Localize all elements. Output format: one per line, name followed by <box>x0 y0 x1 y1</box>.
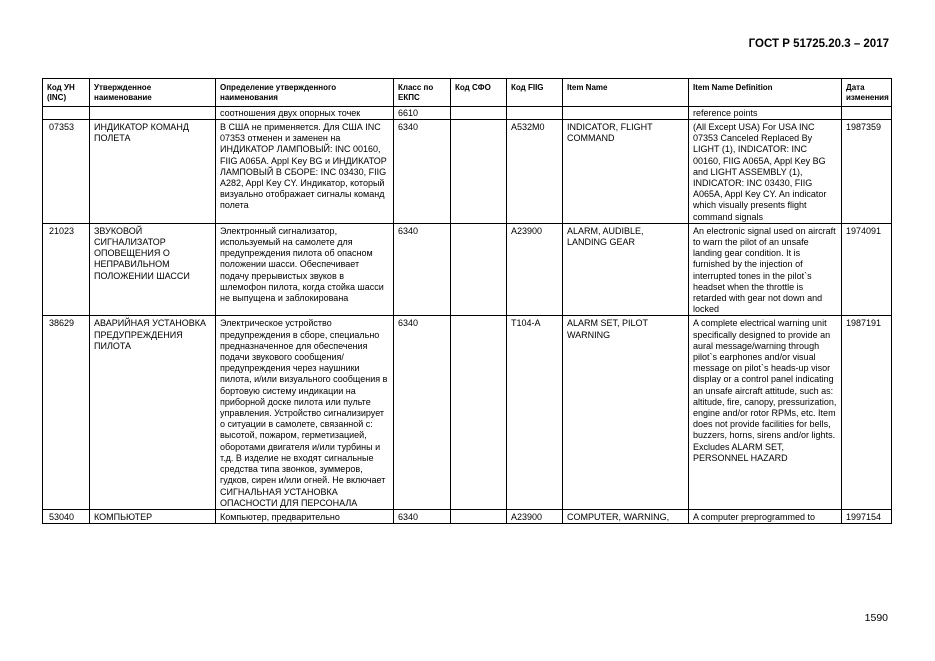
cell-inc <box>43 107 90 120</box>
cell-inc: 53040 <box>43 509 90 523</box>
cell-sfo <box>451 509 507 523</box>
cell-class: 6340 <box>394 509 451 523</box>
cell-class: 6340 <box>394 120 451 224</box>
cell-inc: 38629 <box>43 316 90 509</box>
cell-item-definition: (All Except USA) For USA INC 07353 Canceled Replaced By LIGHT (1), INDICATOR: INC 00160, FIIG A065A, Appl Key BG and LIGHT ASSEMBLY (1), INDICATOR: INC 03430, FIIG A065A, Appl Key CY. An indicator which visually presents flight command signals <box>689 120 842 224</box>
cell-definition: В США не применяется. Для США INC 07353 отменен и заменен на ИНДИКАТОР ЛАМПОВЫЙ: INC 00160, FIIG A065A. Appl Key BG и ИНДИКАТОР ЛАМПОВЫЙ В СБОРЕ: INC 03430, FIIG A282, Appl Key CY. Индикатор, который визуально отображает сигналы команд полета <box>216 120 394 224</box>
cell-sfo <box>451 107 507 120</box>
table-row <box>43 120 892 224</box>
col-header-inc: Код УН (INC) <box>43 79 90 107</box>
cell-fiig: A23900 <box>507 223 563 316</box>
cell-name: ИНДИКАТОР КОМАНД ПОЛЕТА <box>90 120 216 224</box>
cell-definition: соотношения двух опорных точек <box>216 107 394 120</box>
cell-fiig <box>507 107 563 120</box>
table-header-row <box>43 79 892 107</box>
col-header-fiig: Код FIIG <box>507 79 563 107</box>
cell-item-definition: A complete electrical warning unit specifically designed to provide an aural message/warning through pilot`s earphones and/or visual message on pilot`s heads-up visor display or a control panel indicating an unsafe aircraft attitude, such as: altitude, fire, canopy, pressurization, engine and/or rotor RPMs, etc. Item does not provide facilities for bells, buzzers, horns, sirens and/or lights. Excludes ALARM SET, PERSONNEL HAZARD <box>689 316 842 509</box>
classification-table <box>42 78 892 524</box>
cell-sfo <box>451 223 507 316</box>
cell-name: ЗВУКОВОЙ СИГНАЛИЗАТОР ОПОВЕЩЕНИЯ О НЕПРАВИЛЬНОМ ПОЛОЖЕНИИ ШАССИ <box>90 223 216 316</box>
table-row <box>43 107 892 120</box>
cell-definition: Компьютер, предварительно <box>216 509 394 523</box>
col-header-definition: Определение утвержденного наименования <box>216 79 394 107</box>
cell-class: 6610 <box>394 107 451 120</box>
col-header-class: Класс по ЕКПС <box>394 79 451 107</box>
cell-fiig: T104-A <box>507 316 563 509</box>
cell-fiig: A532M0 <box>507 120 563 224</box>
cell-date: 1987359 <box>842 120 892 224</box>
cell-definition: Электрическое устройство предупреждения в сборе, специально предназначенное для обеспечения подачи звукового сообщения/предупреждения через наушники пилота, и/или визуального сообщения в бортовую систему индикации на приборной доске пилота или пульте управления. Устройство сигнализирует о ситуации в самолете, связанной с: высотой, пожаром, герметизацией, оборотами двигателя и/или турбины и т.д. В изделие не входят сигнальные средства типа звонков, зуммеров, гудков, сирен и/или огней. Не включает СИГНАЛЬНАЯ УСТАНОВКА ОПАСНОСТИ ДЛЯ ПЕРСОНАЛА <box>216 316 394 509</box>
cell-item-definition: A computer preprogrammed to <box>689 509 842 523</box>
cell-item-definition: reference points <box>689 107 842 120</box>
cell-item-name: ALARM SET, PILOT WARNING <box>563 316 689 509</box>
cell-class: 6340 <box>394 223 451 316</box>
cell-date: 1974091 <box>842 223 892 316</box>
cell-item-name: ALARM, AUDIBLE, LANDING GEAR <box>563 223 689 316</box>
cell-name <box>90 107 216 120</box>
cell-item-name: INDICATOR, FLIGHT COMMAND <box>563 120 689 224</box>
table-row <box>43 223 892 316</box>
cell-fiig: A23900 <box>507 509 563 523</box>
cell-item-name: COMPUTER, WARNING, <box>563 509 689 523</box>
col-header-item-name: Item Name <box>563 79 689 107</box>
cell-inc: 21023 <box>43 223 90 316</box>
col-header-sfo: Код СФО <box>451 79 507 107</box>
table-row <box>43 509 892 523</box>
cell-definition: Электронный сигнализатор, используемый на самолете для предупреждения пилота об опасном положении шасси. Обеспечивает подачу прерывистых звуков в шлемофон пилота, когда стойка шасси не выпущена и заблокирована <box>216 223 394 316</box>
cell-item-name <box>563 107 689 120</box>
table-row <box>43 316 892 509</box>
cell-name: КОМПЬЮТЕР <box>90 509 216 523</box>
cell-date <box>842 107 892 120</box>
page-number: 1590 <box>864 612 888 624</box>
cell-inc: 07353 <box>43 120 90 224</box>
cell-item-definition: An electronic signal used on aircraft to warn the pilot of an unsafe landing gear condition. It is furnished by the injection of interrupted tones in the pilot`s headset when the throttle is retarded with gear not down and locked <box>689 223 842 316</box>
cell-date: 1987191 <box>842 316 892 509</box>
col-header-item-definition: Item Name Definition <box>689 79 842 107</box>
cell-sfo <box>451 120 507 224</box>
cell-sfo <box>451 316 507 509</box>
col-header-date: Дата изменения <box>842 79 892 107</box>
document-code: ГОСТ Р 51725.20.3 – 2017 <box>748 38 889 50</box>
col-header-approved-name: Утвержденное наименование <box>90 79 216 107</box>
cell-class: 6340 <box>394 316 451 509</box>
cell-name: АВАРИЙНАЯ УСТАНОВКА ПРЕДУПРЕЖДЕНИЯ ПИЛОТА <box>90 316 216 509</box>
cell-date: 1997154 <box>842 509 892 523</box>
